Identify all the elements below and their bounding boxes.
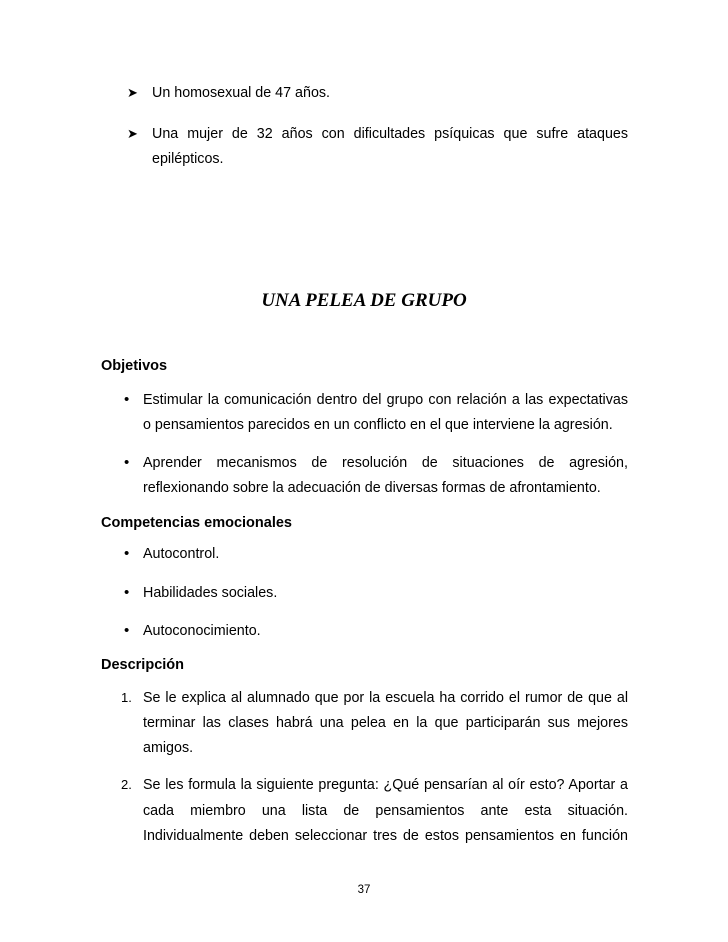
descripcion-line: Individualmente deben seleccionar tres de estos pensamientos en función	[143, 828, 628, 844]
bullet-icon: •	[124, 584, 130, 601]
competencias-heading: Competencias emocionales	[101, 515, 292, 531]
objetivos-heading: Objetivos	[101, 358, 168, 374]
competencia-item: Autoconocimiento.	[143, 623, 261, 639]
arrow-bullet-icon: ➤	[127, 126, 138, 141]
descripcion-heading: Descripción	[101, 657, 184, 673]
descripcion-line: Se les formula la siguiente pregunta: ¿Qué pensarían al oír esto? Aportar a	[143, 777, 628, 793]
bullet-icon: •	[124, 454, 130, 471]
list-item-line: Una mujer de 32 años con dificultades psíquicas que sufre ataques	[152, 126, 628, 142]
bullet-icon: •	[124, 545, 130, 562]
descripcion-line: amigos.	[143, 740, 194, 756]
descripcion-line: cada miembro una lista de pensamientos ante esta situación.	[143, 803, 628, 819]
bullet-icon: •	[124, 622, 130, 639]
section-title: UNA PELEA DE GRUPO	[261, 290, 467, 311]
competencia-item: Habilidades sociales.	[143, 585, 278, 601]
objetivo-line: reflexionando sobre la adecuación de diversas formas de afrontamiento.	[143, 480, 601, 496]
item-number: 2.	[121, 777, 132, 792]
list-item: Un homosexual de 47 años.	[152, 85, 331, 101]
arrow-bullet-icon: ➤	[127, 85, 138, 100]
item-number: 1.	[121, 690, 132, 705]
descripcion-line: Se le explica al alumnado que por la escuela ha corrido el rumor de que al	[143, 690, 628, 706]
descripcion-line: terminar las clases habrá una pelea en la que participarán sus mejores	[143, 715, 628, 731]
competencia-item: Autocontrol.	[143, 546, 220, 562]
objetivo-line: Estimular la comunicación dentro del grupo con relación a las expectativas	[143, 392, 628, 408]
objetivo-line: o pensamientos parecidos en un conflicto en el que interviene la agresión.	[143, 417, 613, 433]
objetivo-line: Aprender mecanismos de resolución de situaciones de agresión,	[143, 455, 628, 471]
bullet-icon: •	[124, 391, 130, 408]
list-item-line: epilépticos.	[152, 151, 224, 167]
page-number: 37	[357, 884, 371, 896]
